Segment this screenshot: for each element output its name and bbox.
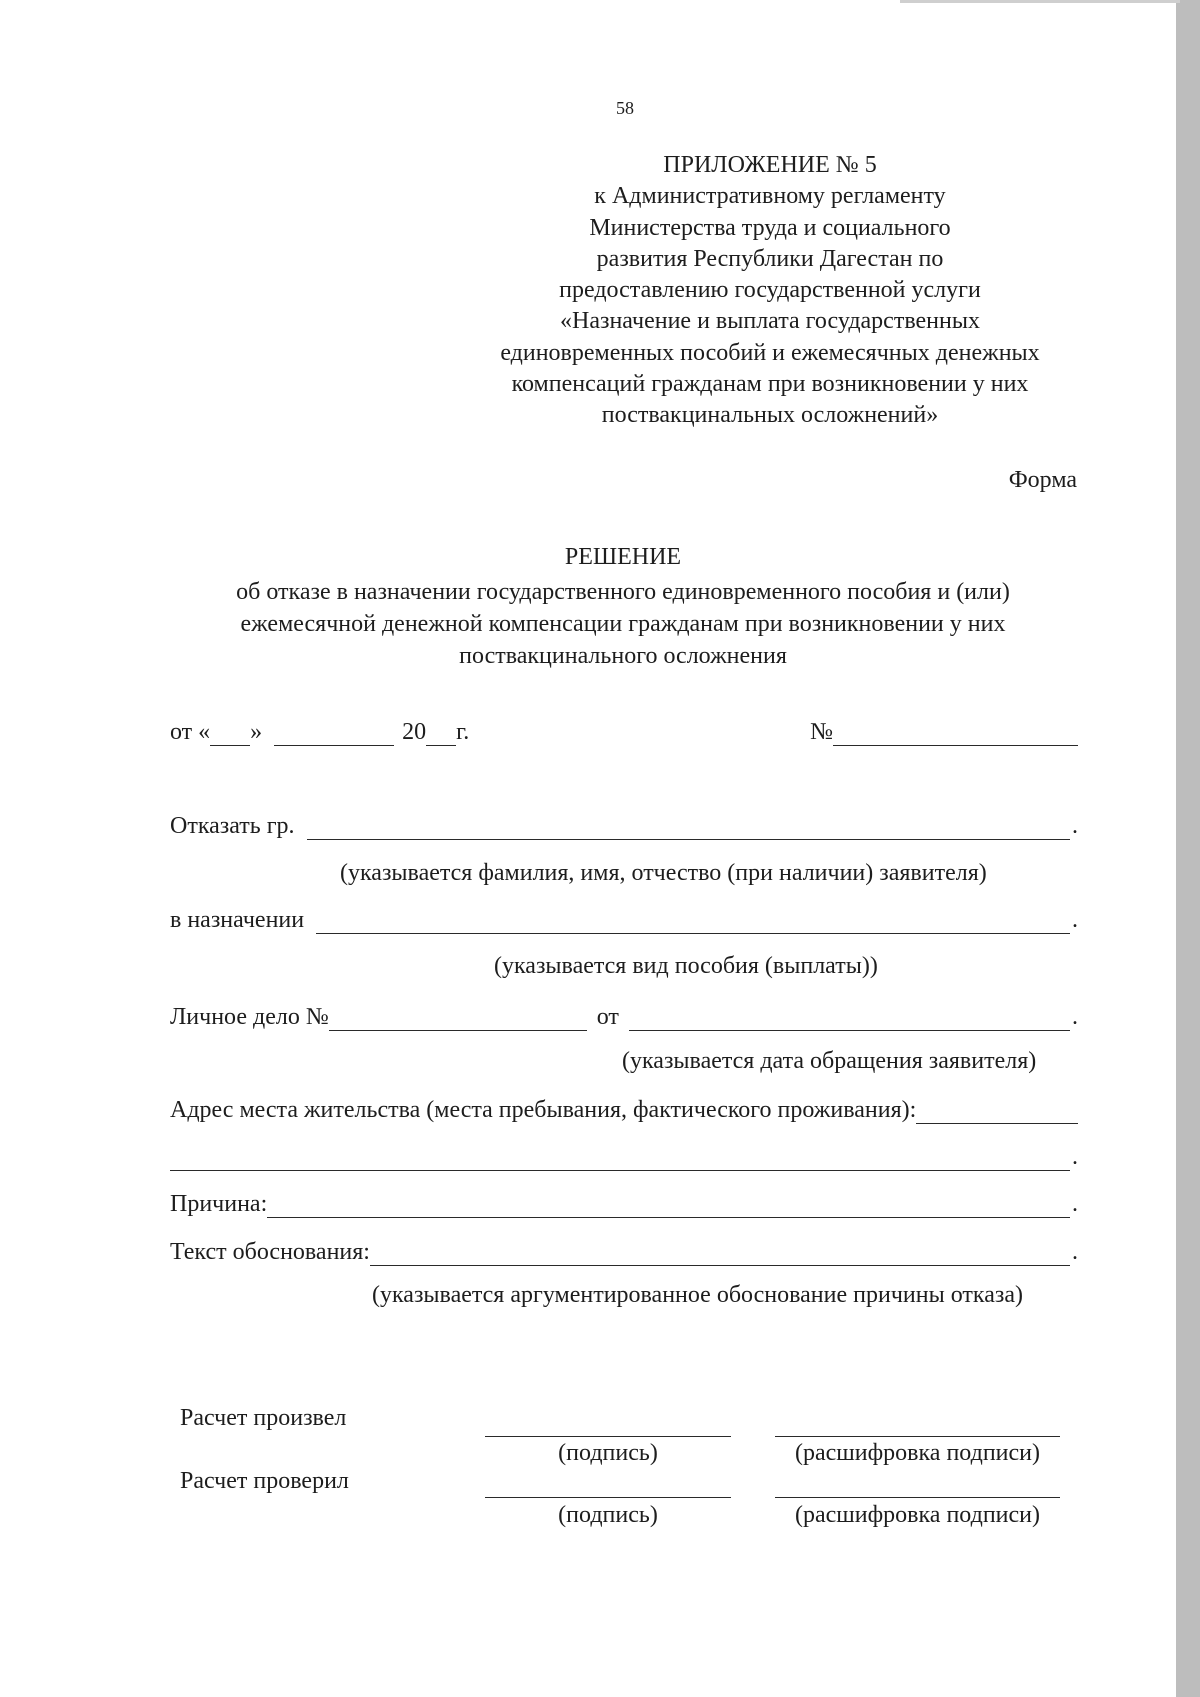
- date-year-prefix: 20: [402, 719, 427, 745]
- case-number-field[interactable]: [329, 1004, 587, 1031]
- decision-number-field[interactable]: [833, 719, 1078, 746]
- assign-row: [170, 900, 1078, 934]
- appendix-line: компенсаций гражданам при возникновении у них: [511, 371, 1029, 398]
- period-mark: .: [1072, 1004, 1078, 1030]
- form-label: Форма: [1008, 467, 1077, 493]
- reason-field[interactable]: [267, 1191, 1070, 1218]
- refuse-row: [170, 806, 1078, 840]
- refuse-label: Отказать гр.: [170, 813, 295, 839]
- period-mark: .: [1072, 813, 1078, 839]
- appendix-line: «Назначение и выплата государственных: [560, 308, 980, 335]
- signature-hint: (подпись): [558, 1440, 658, 1466]
- benefit-type-field[interactable]: [316, 907, 1070, 934]
- document-subtitle: [140, 576, 1106, 672]
- period-mark: .: [1072, 1144, 1078, 1170]
- appendix-line: развития Республики Дагестан по: [596, 245, 944, 272]
- case-from-label: от: [596, 1004, 619, 1030]
- signature-hint: (подпись): [558, 1502, 658, 1528]
- calc-checked-decoding-line[interactable]: [775, 1497, 1060, 1498]
- date-month-field[interactable]: [274, 719, 394, 746]
- date-year-suffix: г.: [456, 719, 470, 745]
- case-label: Личное дело №: [170, 1004, 329, 1030]
- appendix-line: Министерства труда и социального: [589, 214, 951, 241]
- calc-made-label: Расчет произвел: [180, 1405, 347, 1431]
- scan-page-edge: [1176, 0, 1200, 1697]
- address-row: [170, 1090, 1078, 1124]
- appendix-line: поствакцинальных осложнений»: [601, 402, 939, 429]
- case-date-field[interactable]: [629, 1004, 1070, 1031]
- applicant-name-field[interactable]: [307, 813, 1070, 840]
- case-hint: (указывается дата обращения заявителя): [622, 1048, 1037, 1074]
- address-row-2: [170, 1137, 1078, 1171]
- date-day-field[interactable]: [210, 719, 250, 746]
- period-mark: .: [1072, 1239, 1078, 1265]
- address-label: Адрес места жительства (места пребывания, фактического проживания):: [170, 1097, 917, 1123]
- reason-row: [170, 1184, 1078, 1218]
- page-number: 58: [616, 98, 634, 118]
- assign-label: в назначении: [170, 907, 305, 933]
- appendix-line: ПРИЛОЖЕНИЕ № 5: [663, 152, 877, 178]
- date-row: [170, 712, 1078, 746]
- scan-top-edge: [900, 0, 1180, 3]
- address-field-first-line[interactable]: [916, 1097, 1078, 1124]
- appendix-line: единовременных пособий и ежемесячных денежных: [500, 339, 1040, 366]
- date-year-field[interactable]: [426, 719, 456, 746]
- decoding-hint: (расшифровка подписи): [795, 1440, 1040, 1466]
- justification-label: Текст обоснования:: [170, 1239, 370, 1265]
- assign-hint: (указывается вид пособия (выплаты)): [494, 953, 878, 979]
- document-title: РЕШЕНИЕ: [564, 544, 682, 570]
- justification-hint: (указывается аргументированное обоснование причины отказа): [372, 1282, 1023, 1308]
- date-close-quote: »: [250, 719, 263, 745]
- calc-made-signature-line[interactable]: [485, 1436, 731, 1437]
- decoding-hint: (расшифровка подписи): [795, 1502, 1040, 1528]
- calc-checked-label: Расчет проверил: [180, 1468, 349, 1494]
- calc-made-decoding-line[interactable]: [775, 1436, 1060, 1437]
- calc-checked-signature-line[interactable]: [485, 1497, 731, 1498]
- period-mark: .: [1072, 907, 1078, 933]
- subtitle-line: об отказе в назначении государственного единовременного пособия и (или): [236, 579, 1010, 605]
- reason-label: Причина:: [170, 1191, 268, 1217]
- date-from-label: от «: [170, 719, 211, 745]
- appendix-header: [450, 150, 1090, 432]
- justification-row: [170, 1232, 1078, 1266]
- period-mark: .: [1072, 1191, 1078, 1217]
- case-row: [170, 997, 1078, 1031]
- subtitle-line: поствакцинального осложнения: [459, 643, 787, 669]
- refuse-hint: (указывается фамилия, имя, отчество (при наличии) заявителя): [340, 860, 987, 886]
- appendix-line: к Административному регламенту: [594, 183, 946, 210]
- subtitle-line: ежемесячной денежной компенсации гражданам при возникновении у них: [240, 611, 1006, 637]
- number-label: №: [810, 719, 833, 745]
- appendix-line: предоставлению государственной услуги: [559, 277, 981, 304]
- justification-field[interactable]: [370, 1239, 1070, 1266]
- address-field-second-line[interactable]: [170, 1144, 1070, 1171]
